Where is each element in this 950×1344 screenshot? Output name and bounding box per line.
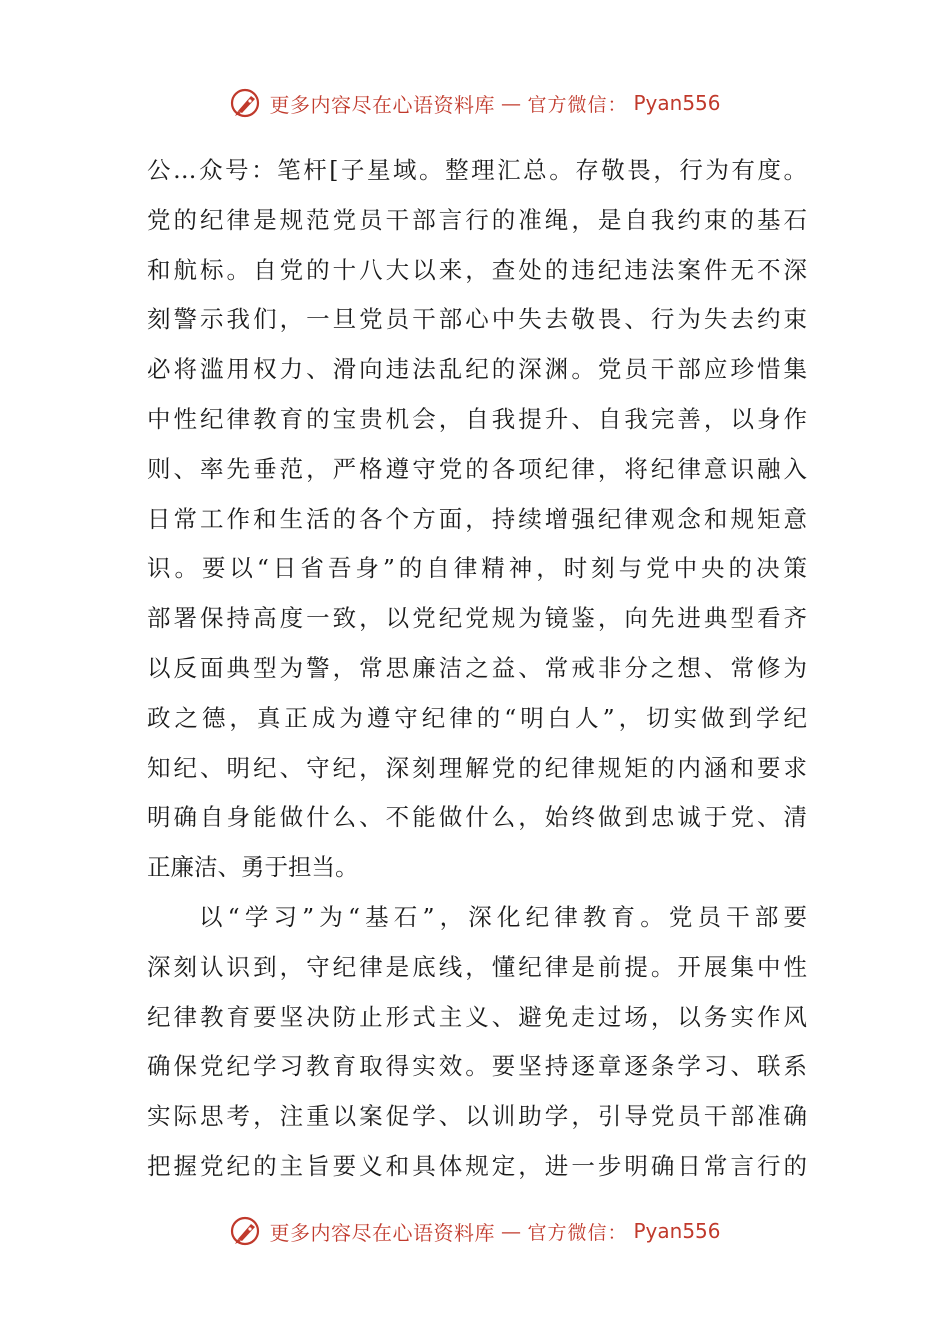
footer-banner-separator: — [500, 1219, 522, 1243]
body-line: 党的纪律是规范党员干部言行的准绳，是自我约束的基石 [147, 205, 807, 234]
footer-banner-wechat-id: Pyan556 [633, 1219, 721, 1243]
body-line: 识。要以“日省吾身”的自律精神，时刻与党中央的决策 [147, 554, 807, 583]
header-banner-title: 更多内容尽在心语资料库 [269, 92, 495, 117]
body-line: 把握党纪的主旨要义和具体规定，进一步明确日常言行的 [147, 1151, 807, 1180]
header-banner-wechat-label: 官方微信： [527, 93, 628, 116]
pen-nib-logo-icon [229, 1214, 263, 1248]
footer-banner-wechat-label: 官方微信： [527, 1221, 628, 1244]
body-line: 公…众号：笔杆[子星域。整理汇总。存敬畏，行为有度。 [147, 156, 807, 184]
body-line: 纪律教育要坚决防止形式主义、避免走过场，以务实作风 [147, 1002, 807, 1031]
body-line: 确保党纪学习教育取得实效。要坚持逐章逐条学习、联系 [147, 1052, 807, 1081]
body-line: 中性纪律教育的宝贵机会，自我提升、自我完善，以身作 [147, 404, 807, 433]
body-line: 和航标。自党的十八大以来，查处的违纪违法案件无不深 [147, 255, 807, 284]
footer-banner [0, 1206, 950, 1256]
body-line: 以反面典型为警，常思廉洁之益、常戒非分之想、常修为 [147, 653, 807, 682]
body-line: 日常工作和生活的各个方面，持续增强纪律观念和规矩意 [147, 504, 807, 533]
body-line: 明确自身能做什么、不能做什么，始终做到忠诚于党、清 [147, 803, 807, 832]
document-body [147, 146, 807, 1192]
body-line: 必将滥用权力、滑向违法乱纪的深渊。党员干部应珍惜集 [147, 355, 807, 384]
body-line: 刻警示我们，一旦党员干部心中失去敬畏、行为失去约束 [147, 305, 807, 334]
body-line: 实际思考，注重以案促学、以训助学，引导党员干部准确 [147, 1102, 807, 1131]
body-line: 政之德，真正成为遵守纪律的“明白人”，切实做到学纪 [147, 703, 807, 732]
body-line: 则、率先垂范，严格遵守党的各项纪律，将纪律意识融入 [147, 454, 807, 483]
body-line-paragraph-end: 正廉洁、勇于担当。 [147, 853, 359, 882]
footer-banner-title: 更多内容尽在心语资料库 [269, 1220, 495, 1245]
header-banner-content [229, 86, 720, 120]
body-line: 深刻认识到，守纪律是底线，懂纪律是前提。开展集中性 [147, 952, 807, 981]
header-banner-separator: — [500, 91, 522, 115]
body-line: 部署保持高度一致，以党纪党规为镜鉴，向先进典型看齐 [147, 604, 807, 633]
footer-banner-content [229, 1214, 720, 1248]
body-line: 知纪、明纪、守纪，深刻理解党的纪律规矩的内涵和要求 [147, 753, 807, 782]
pen-nib-logo-icon [229, 86, 263, 120]
header-banner-wechat-id: Pyan556 [633, 91, 721, 115]
header-banner [0, 78, 950, 128]
body-line-paragraph-start: 以“学习”为“基石”，深化纪律教育。党员干部要 [199, 902, 807, 931]
